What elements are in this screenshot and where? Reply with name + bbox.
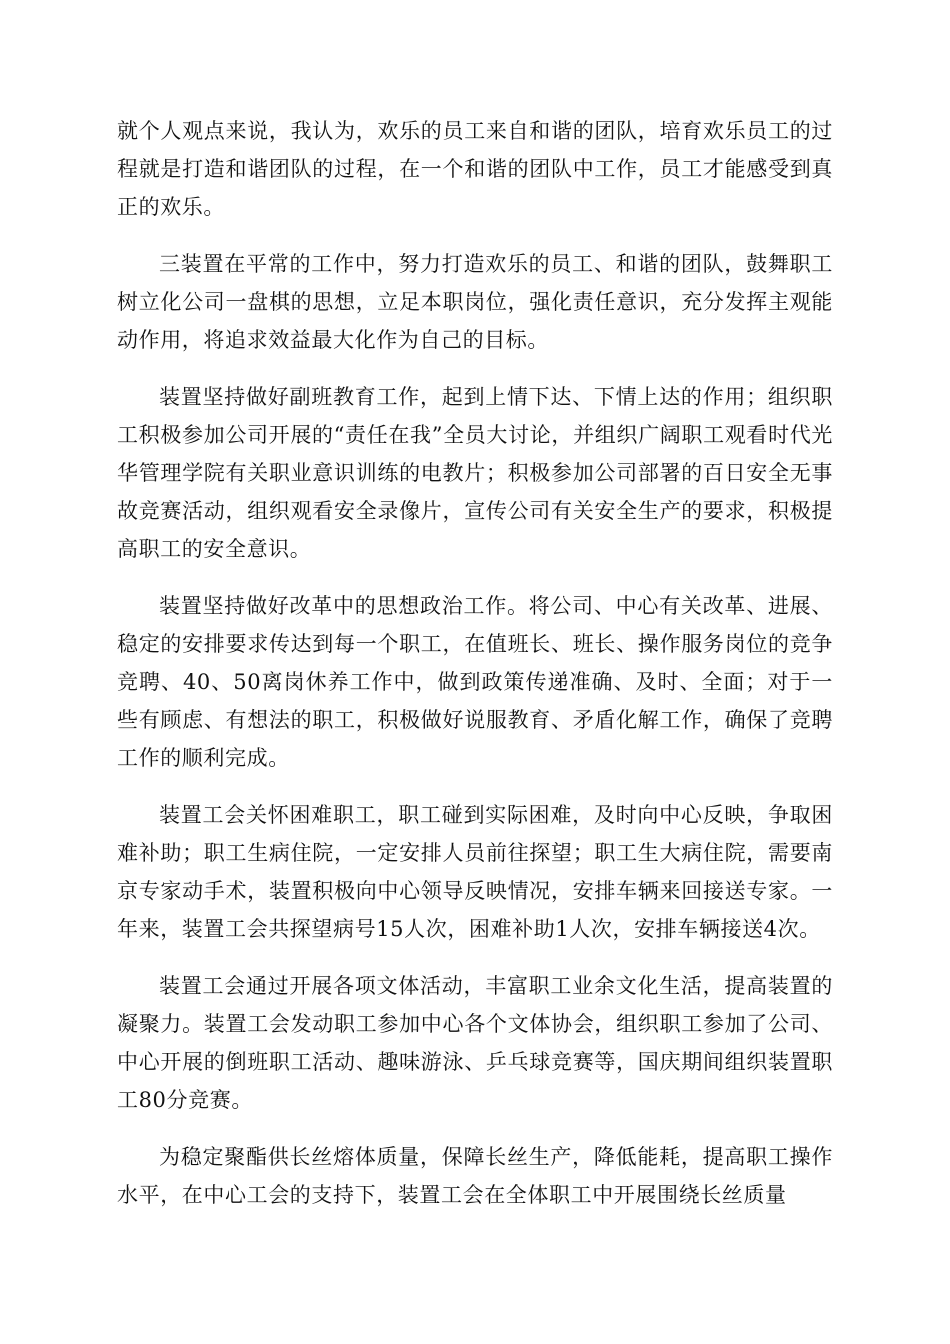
paragraph-1: 就个人观点来说，我认为，欢乐的员工来自和谐的团队，培育欢乐员工的过程就是打造和谐团队的过程，在一个和谐的团队中工作，员工才能感受到真正的欢乐。 [117,119,833,219]
paragraph-3: 装置坚持做好副班教育工作，起到上情下达、下情上达的作用；组织职工积极参加公司开展的“责任在我”全员大讨论，并组织广阔职工观看时代光华管理学院有关职业意识训练的电教片；积极参加公司部署的百日安全无事故竞赛活动，组织观看安全录像片，宣传公司有关安全生产的要求，积极提高职工的安全意识。 [117,385,833,561]
paragraph-6: 装置工会通过开展各项文体活动，丰富职工业余文化生活，提高装置的凝聚力。装置工会发动职工参加中心各个文体协会，组织职工参加了公司、中心开展的倒班职工活动、趣味游泳、乒乓球竞赛等，国庆期间组织装置职工80分竞赛。 [117,974,833,1112]
paragraph-4: 装置坚持做好改革中的思想政治工作。将公司、中心有关改革、进展、稳定的安排要求传达到每一个职工，在值班长、班长、操作服务岗位的竞争竞聘、40、50离岗休养工作中，做到政策传递准确、及时、全面；对于一些有顾虑、有想法的职工，积极做好说服教育、矛盾化解工作，确保了竞聘工作的顺利完成。 [117,594,833,770]
paragraph-5: 装置工会关怀困难职工，职工碰到实际困难，及时向中心反映，争取困难补助；职工生病住院，一定安排人员前往探望；职工生大病住院，需要南京专家动手术，装置积极向中心领导反映情况，安排车辆来回接送专家。一年来，装置工会共探望病号15人次，困难补助1人次，安排车辆接送4次。 [117,803,833,941]
paragraph-7: 为稳定聚酯供长丝熔体质量，保障长丝生产，降低能耗，提高职工操作水平，在中心工会的支持下，装置工会在全体职工中开展围绕长丝质量 [117,1145,833,1207]
paragraph-2: 三装置在平常的工作中，努力打造欢乐的员工、和谐的团队，鼓舞职工树立化公司一盘棋的思想，立足本职岗位，强化责任意识，充分发挥主观能动作用，将追求效益最大化作为自己的目标。 [117,252,833,352]
document-body [117,112,833,1233]
